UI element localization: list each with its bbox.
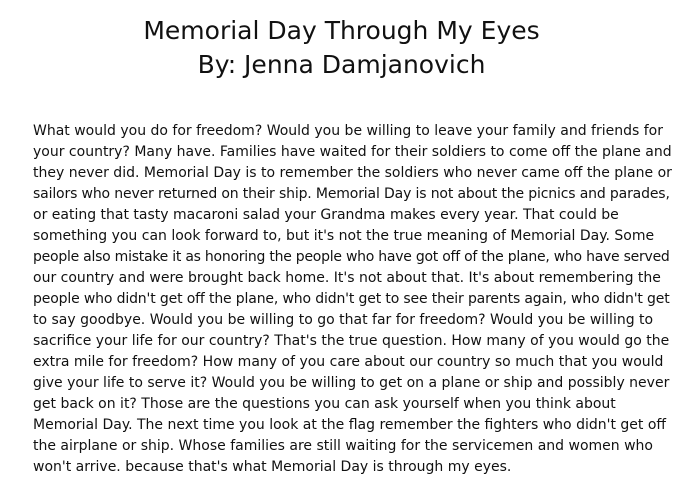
essay-line: the airplane or ship. Whose families are still waiting for the servicemen and women who: [33, 438, 653, 454]
essay-line: extra mile for freedom? How many of you care about our country so much that you would: [33, 354, 664, 370]
essay-line: won't arrive. because that's what Memorial Day is through my eyes.: [33, 459, 512, 475]
page-title: Memorial Day Through My Eyes: [143, 16, 540, 45]
essay-line: give your life to serve it? Would you be willing to get on a plane or ship and possibly never: [33, 375, 670, 391]
essay-body: [33, 121, 673, 478]
essay-line: get back on it? Those are the questions you can ask yourself when you think about: [33, 396, 616, 412]
essay-line: sailors who never returned on their ship. Memorial Day is not about the picnics and parades,: [33, 186, 670, 202]
author-byline: By: Jenna Damjanovich: [197, 50, 486, 79]
essay-line: What would you do for freedom? Would you be willing to leave your family and friends for: [33, 123, 663, 139]
essay-line: Memorial Day. The next time you look at the flag remember the fighters who didn't get off: [33, 417, 667, 433]
essay-line: our country and were brought back home. It's not about that. It's about remembering the: [33, 270, 661, 286]
title-block: [0, 14, 683, 82]
essay-line: something you can look forward to, but it's not the true meaning of Memorial Day. Some: [33, 228, 655, 244]
essay-line: people who didn't get off the plane, who didn't get to see their parents again, who didn't get: [33, 291, 670, 307]
essay-line: your country? Many have. Families have waited for their soldiers to come off the plane and: [33, 144, 672, 160]
essay-line: they never did. Memorial Day is to remember the soldiers who never came off the plane or: [33, 165, 672, 181]
essay-line: sacrifice your life for our country? That's the true question. How many of you would go the: [33, 333, 670, 349]
essay-line: or eating that tasty macaroni salad your Grandma makes every year. That could be: [33, 207, 619, 223]
essay-line: to say goodbye. Would you be willing to go that far for freedom? Would you be willing to: [33, 312, 654, 328]
essay-line: people also mistake it as honoring the people who have got off of the plane, who have served: [33, 249, 670, 265]
